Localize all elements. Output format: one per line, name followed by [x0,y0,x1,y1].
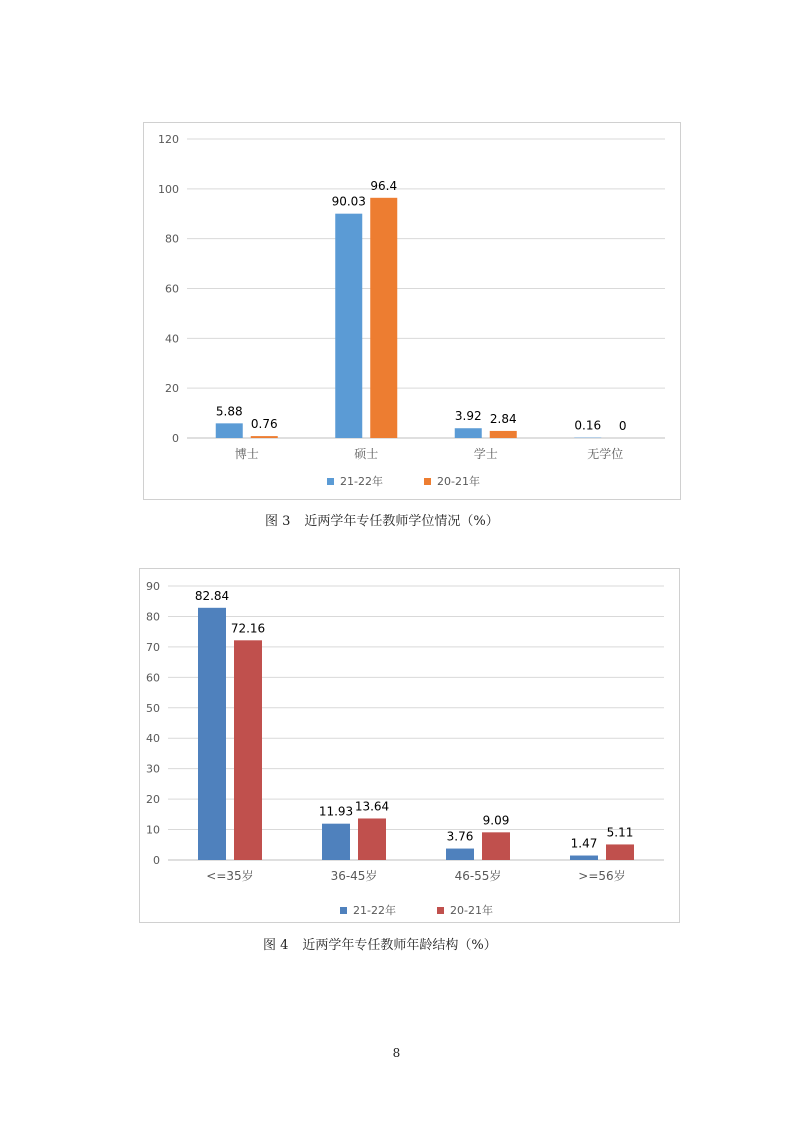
data-label: 72.16 [230,621,266,636]
y-tick-label: 20 [146,793,160,807]
figure-title: 近两学年专任教师年龄结构（%） [302,938,497,953]
x-category-label: 46-55岁 [454,869,502,883]
y-tick-label: 60 [146,671,160,685]
x-category-label: 无学位 [587,447,624,461]
data-label: 2.84 [489,411,517,426]
legend-label: 21-22年 [353,904,396,917]
figure-title: 近两学年专任教师学位情况（%） [304,514,499,529]
data-label: 0 [618,419,627,433]
legend-label: 20-21年 [450,904,493,917]
bar [198,608,226,860]
data-label: 82.84 [194,588,230,603]
chart-degree-distribution [143,122,681,500]
data-label: 3.76 [446,829,474,844]
x-category-label: 硕士 [354,447,379,461]
y-tick-label: 100 [158,182,179,196]
figure-number: 图 3 [265,514,291,529]
data-label: 0.16 [574,418,602,433]
y-tick-label: 10 [146,823,160,837]
data-label: 5.11 [606,825,634,840]
x-category-label: 学士 [473,447,498,461]
data-label: 11.93 [318,804,354,819]
x-category-label: 36-45岁 [330,869,378,883]
chart-age-svg [140,569,681,924]
legend-label: 20-21年 [437,475,480,488]
data-label: 0.76 [250,417,278,432]
bar [482,832,510,860]
bar [335,214,362,438]
data-label: 13.64 [354,799,390,814]
y-tick-label: 0 [172,432,179,445]
bar [570,856,598,860]
x-category-label: 博士 [234,447,259,461]
y-tick-label: 80 [146,610,160,624]
figure-number: 图 4 [263,938,289,953]
legend-swatch [327,478,334,485]
data-label: 90.03 [331,194,366,209]
bar [370,198,397,438]
y-tick-label: 20 [165,382,179,396]
legend-swatch [424,478,431,485]
data-label: 96.4 [370,178,398,193]
y-tick-label: 60 [165,282,179,296]
data-label: 1.47 [570,836,598,851]
legend-swatch [437,907,444,914]
y-tick-label: 0 [153,854,160,867]
legend-swatch [340,907,347,914]
x-category-label: <=35岁 [206,869,254,883]
data-label: 5.88 [215,404,243,419]
bar [455,428,482,438]
figure-caption-4 [263,934,497,953]
y-tick-label: 40 [146,732,160,746]
chart-age-structure [139,568,680,923]
y-tick-label: 50 [146,701,160,715]
legend-label: 21-22年 [340,475,383,488]
page-number: 8 [392,1046,401,1060]
y-tick-label: 30 [146,762,160,776]
bar [490,431,517,438]
y-tick-label: 70 [146,640,160,654]
y-tick-label: 40 [165,332,179,346]
y-tick-label: 90 [146,580,160,593]
figure-caption-3 [265,510,499,529]
bar [358,818,386,860]
y-tick-label: 120 [158,133,179,146]
bar [322,824,350,860]
bar [216,423,243,438]
bar [606,844,634,860]
data-label: 9.09 [482,813,510,828]
y-tick-label: 80 [165,232,179,246]
x-category-label: >=56岁 [578,869,626,883]
data-label: 3.92 [454,409,482,424]
bar [446,849,474,860]
bar [234,640,262,860]
chart-degree-svg [144,123,682,501]
bar [251,436,278,438]
